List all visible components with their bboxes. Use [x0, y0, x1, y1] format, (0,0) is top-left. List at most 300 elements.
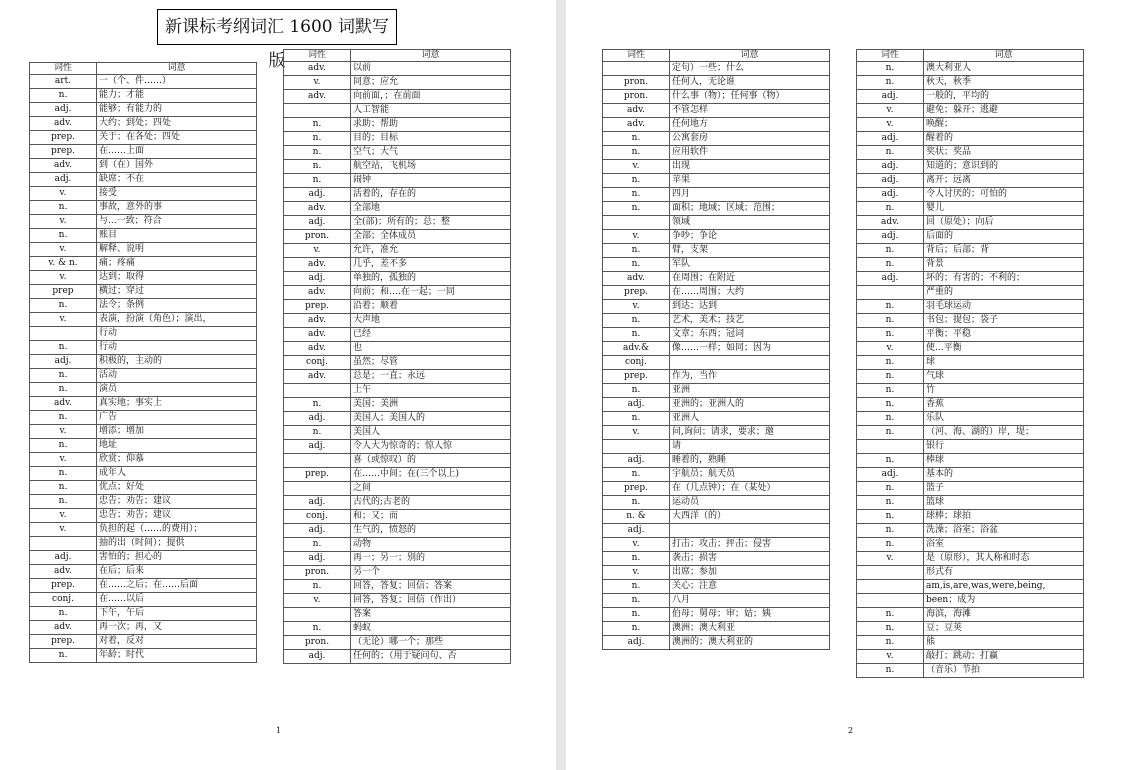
meaning-cell: 关于；在各处；四处: [97, 131, 257, 145]
part-of-speech-cell: adv.: [857, 216, 924, 230]
meaning-cell: 全(部)；所有的；总；整: [351, 216, 511, 230]
part-of-speech-cell: art.: [30, 75, 97, 89]
meaning-cell: 打击；攻击；抨击；侵害: [670, 538, 830, 552]
meaning-cell: 行动: [97, 341, 257, 355]
part-of-speech-cell: prep.: [284, 300, 351, 314]
part-of-speech-cell: n.: [603, 468, 670, 482]
part-of-speech-cell: [30, 327, 97, 341]
table-row: [603, 216, 830, 230]
table-row: [857, 538, 1084, 552]
part-of-speech-cell: n.: [603, 188, 670, 202]
meaning-cell: 出现: [670, 160, 830, 174]
part-of-speech-cell: adj.: [30, 103, 97, 117]
meaning-cell: （河、海、湖的）岸，堤；: [924, 426, 1084, 440]
table-row: [857, 510, 1084, 524]
meaning-cell: 法令；条例: [97, 299, 257, 313]
meaning-cell: 亚洲: [670, 384, 830, 398]
meaning-cell: 到达；达到: [670, 300, 830, 314]
part-of-speech-cell: [603, 216, 670, 230]
part-of-speech-cell: [857, 594, 924, 608]
part-of-speech-cell: v.: [857, 104, 924, 118]
part-of-speech-cell: [857, 286, 924, 300]
table-row: [30, 257, 257, 271]
table-row: [603, 90, 830, 104]
part-of-speech-cell: adj.: [30, 355, 97, 369]
meaning-cell: 关心；注意: [670, 580, 830, 594]
part-of-speech-cell: n.: [30, 495, 97, 509]
meaning-cell: 闹钟: [351, 174, 511, 188]
table-row: [857, 62, 1084, 76]
meaning-cell: 坏的；有害的；不利的；: [924, 272, 1084, 286]
table-row: [857, 132, 1084, 146]
table-row: [30, 383, 257, 397]
part-of-speech-cell: adj.: [857, 468, 924, 482]
part-of-speech-cell: conj.: [284, 510, 351, 524]
part-of-speech-cell: adj.: [857, 174, 924, 188]
meaning-cell: 广告: [97, 411, 257, 425]
table-row: [857, 412, 1084, 426]
table-row: [284, 160, 511, 174]
part-of-speech-cell: n.: [603, 496, 670, 510]
meaning-cell: 公寓套房: [670, 132, 830, 146]
table-row: [30, 411, 257, 425]
part-of-speech-cell: adj.: [284, 552, 351, 566]
table-row: [30, 75, 257, 89]
part-of-speech-cell: prep.: [603, 286, 670, 300]
table-row: [857, 300, 1084, 314]
meaning-cell: 对着，反对: [97, 635, 257, 649]
meaning-cell: （音乐）节拍: [924, 664, 1084, 678]
meaning-cell: 美国；美洲: [351, 398, 511, 412]
table-row: [30, 579, 257, 593]
table-row: [857, 174, 1084, 188]
part-of-speech-cell: conj.: [603, 356, 670, 370]
meaning-cell: 在后；后来: [97, 565, 257, 579]
part-of-speech-cell: n.: [857, 524, 924, 538]
meaning-cell: 在……周围；大约: [670, 286, 830, 300]
table-row: [30, 467, 257, 481]
part-of-speech-cell: v.: [603, 230, 670, 244]
table-row: [284, 118, 511, 132]
meaning-cell: am,is,are,was,were,being,: [924, 580, 1084, 594]
meaning-cell: 任何人，无论谁: [670, 76, 830, 90]
table-row: [30, 369, 257, 383]
table-row: [603, 118, 830, 132]
part-of-speech-cell: adv.: [603, 272, 670, 286]
meaning-cell: 全部；全体成员: [351, 230, 511, 244]
table-row: [603, 202, 830, 216]
table-row: [857, 650, 1084, 664]
meaning-cell: 银行: [924, 440, 1084, 454]
meaning-cell: 竹: [924, 384, 1084, 398]
part-of-speech-cell: [603, 62, 670, 76]
part-of-speech-cell: v.: [30, 509, 97, 523]
part-of-speech-cell: n.: [284, 146, 351, 160]
table-row: [857, 384, 1084, 398]
table-row: [603, 328, 830, 342]
table-row: [30, 117, 257, 131]
meaning-cell: 横过；穿过: [97, 285, 257, 299]
table-row: [284, 622, 511, 636]
part-of-speech-cell: adj.: [857, 188, 924, 202]
meaning-cell: 虽然；尽管: [351, 356, 511, 370]
meaning-cell: 年龄；时代: [97, 649, 257, 663]
table-row: [857, 552, 1084, 566]
meaning-cell: 知道的；意识到的: [924, 160, 1084, 174]
part-of-speech-cell: adj.: [284, 412, 351, 426]
meaning-cell: 忠告；劝告；建议: [97, 495, 257, 509]
meaning-cell: 领域: [670, 216, 830, 230]
part-of-speech-cell: n.: [857, 300, 924, 314]
table-row: [603, 398, 830, 412]
table-row: [284, 188, 511, 202]
table-row: [603, 188, 830, 202]
part-of-speech-cell: n.: [284, 426, 351, 440]
table-row: [603, 370, 830, 384]
part-of-speech-cell: n.: [857, 244, 924, 258]
part-of-speech-cell: n. &: [603, 510, 670, 524]
table-row: [284, 342, 511, 356]
table-row: [284, 90, 511, 104]
meaning-cell: 平衡；平稳: [924, 328, 1084, 342]
part-of-speech-cell: n.: [857, 496, 924, 510]
table-row: [603, 594, 830, 608]
table-row: [857, 566, 1084, 580]
part-of-speech-cell: conj.: [284, 356, 351, 370]
table-row: [603, 454, 830, 468]
meaning-cell: 像……一样；如同；因为: [670, 342, 830, 356]
meaning-cell: 四月: [670, 188, 830, 202]
part-of-speech-cell: adj.: [284, 272, 351, 286]
meaning-cell: 请: [670, 440, 830, 454]
part-of-speech-cell: adj.: [603, 524, 670, 538]
part-of-speech-cell: adv.&: [603, 342, 670, 356]
meaning-cell: 在（几点钟）；在（某处）: [670, 482, 830, 496]
meaning-cell: 已经: [351, 328, 511, 342]
table-row: [284, 482, 511, 496]
meaning-cell: 什么事（物）；任何事（物）: [670, 90, 830, 104]
part-of-speech-cell: adj.: [603, 398, 670, 412]
table-row: [603, 580, 830, 594]
meaning-cell: 令人大为惊奇的；惊人惊: [351, 440, 511, 454]
part-of-speech-cell: [857, 580, 924, 594]
table-row: [603, 496, 830, 510]
table-header: [30, 63, 257, 75]
meaning-header: 词意: [97, 63, 257, 75]
meaning-cell: [670, 524, 830, 538]
table-row: [603, 230, 830, 244]
part-of-speech-cell: n.: [603, 314, 670, 328]
part-of-speech-cell: adj.: [284, 524, 351, 538]
meaning-cell: 接受: [97, 187, 257, 201]
meaning-cell: 不管怎样: [670, 104, 830, 118]
pos-header: 词性: [857, 50, 924, 62]
part-of-speech-cell: adj.: [284, 650, 351, 664]
table-row: [284, 468, 511, 482]
document-page-2: [566, 0, 1122, 770]
part-of-speech-cell: adv.: [284, 314, 351, 328]
part-of-speech-cell: prep.: [603, 482, 670, 496]
meaning-cell: 美国人: [351, 426, 511, 440]
table-row: [30, 649, 257, 663]
meaning-cell: 洗澡；浴室；浴盆: [924, 524, 1084, 538]
meaning-cell: 球: [924, 356, 1084, 370]
document-page-1: [0, 0, 556, 770]
meaning-cell: 在……上面: [97, 145, 257, 159]
meaning-cell: 单独的，孤独的: [351, 272, 511, 286]
meaning-cell: 回答，答复；回信；答案: [351, 580, 511, 594]
part-of-speech-cell: v.: [30, 425, 97, 439]
part-of-speech-cell: v.: [30, 271, 97, 285]
part-of-speech-cell: n.: [857, 356, 924, 370]
table-row: [284, 174, 511, 188]
meaning-cell: 抽的出（时间）；提供: [97, 537, 257, 551]
meaning-cell: 运动员: [670, 496, 830, 510]
part-of-speech-cell: v.: [284, 76, 351, 90]
meaning-cell: 负担的起（……的费用）；: [97, 523, 257, 537]
part-of-speech-cell: n.: [857, 622, 924, 636]
pos-header: 词性: [284, 50, 351, 62]
table-row: [284, 650, 511, 664]
meaning-cell: 全部地: [351, 202, 511, 216]
table-row: [857, 580, 1084, 594]
part-of-speech-cell: n.: [857, 426, 924, 440]
table-row: [857, 622, 1084, 636]
table-row: [30, 481, 257, 495]
part-of-speech-cell: n.: [603, 146, 670, 160]
meaning-cell: 一般的，平均的: [924, 90, 1084, 104]
meaning-cell: [670, 356, 830, 370]
table-row: [603, 510, 830, 524]
table-row: [857, 524, 1084, 538]
part-of-speech-cell: prep.: [284, 468, 351, 482]
table-row: [603, 482, 830, 496]
table-row: [30, 593, 257, 607]
part-of-speech-cell: n.: [857, 636, 924, 650]
part-of-speech-cell: n.: [603, 594, 670, 608]
table-row: [284, 328, 511, 342]
meaning-cell: 痛；疼痛: [97, 257, 257, 271]
table-row: [30, 495, 257, 509]
table-row: [30, 173, 257, 187]
meaning-cell: 在……以后: [97, 593, 257, 607]
meaning-header: 词意: [351, 50, 511, 62]
table-row: [857, 398, 1084, 412]
part-of-speech-cell: v.: [603, 566, 670, 580]
part-of-speech-cell: v.: [857, 342, 924, 356]
table-row: [603, 258, 830, 272]
part-of-speech-cell: pron.: [603, 76, 670, 90]
table-row: [603, 76, 830, 90]
part-of-speech-cell: adv.: [30, 621, 97, 635]
part-of-speech-cell: adv.: [284, 202, 351, 216]
table-row: [857, 76, 1084, 90]
meaning-cell: 敲打；跳动；打赢: [924, 650, 1084, 664]
table-row: [857, 146, 1084, 160]
table-row: [30, 509, 257, 523]
part-of-speech-cell: adj.: [284, 216, 351, 230]
meaning-cell: 使...平衡: [924, 342, 1084, 356]
part-of-speech-cell: conj.: [30, 593, 97, 607]
part-of-speech-cell: n.: [857, 370, 924, 384]
part-of-speech-cell: n.: [284, 174, 351, 188]
meaning-cell: 人工智能: [351, 104, 511, 118]
meaning-cell: 几乎，差不多: [351, 258, 511, 272]
table-row: [284, 104, 511, 118]
table-row: [603, 356, 830, 370]
meaning-cell: 蚂蚁: [351, 622, 511, 636]
part-of-speech-cell: n.: [857, 258, 924, 272]
meaning-cell: 和；又；而: [351, 510, 511, 524]
meaning-cell: 篮子: [924, 482, 1084, 496]
table-row: [30, 201, 257, 215]
table-row: [857, 482, 1084, 496]
table-row: [30, 145, 257, 159]
table-row: [30, 551, 257, 565]
table-row: [284, 286, 511, 300]
part-of-speech-cell: adj.: [857, 90, 924, 104]
part-of-speech-cell: adv.: [284, 62, 351, 76]
meaning-cell: 表演，扮演（角色）；演出，: [97, 313, 257, 327]
table-row: [857, 468, 1084, 482]
meaning-cell: 睡着的，熟睡: [670, 454, 830, 468]
table-row: [284, 510, 511, 524]
table-row: [857, 160, 1084, 174]
meaning-cell: 到（在）国外: [97, 159, 257, 173]
vocab-table-4: [856, 49, 1084, 678]
part-of-speech-cell: n.: [30, 299, 97, 313]
pos-header: 词性: [30, 63, 97, 75]
table-row: [284, 76, 511, 90]
part-of-speech-cell: [284, 482, 351, 496]
part-of-speech-cell: n.: [30, 369, 97, 383]
part-of-speech-cell: n.: [857, 76, 924, 90]
part-of-speech-cell: adv.: [284, 90, 351, 104]
part-of-speech-cell: n.: [30, 439, 97, 453]
table-row: [284, 300, 511, 314]
part-of-speech-cell: adv.: [603, 118, 670, 132]
table-row: [857, 664, 1084, 678]
meaning-cell: 宇航员；航天员: [670, 468, 830, 482]
meaning-cell: 允许，准允: [351, 244, 511, 258]
table-row: [284, 608, 511, 622]
part-of-speech-cell: pron.: [284, 566, 351, 580]
meaning-header: 词意: [670, 50, 830, 62]
meaning-cell: 军队: [670, 258, 830, 272]
part-of-speech-cell: n.: [603, 608, 670, 622]
part-of-speech-cell: pron.: [284, 230, 351, 244]
meaning-cell: 香蕉: [924, 398, 1084, 412]
table-row: [857, 188, 1084, 202]
table-row: [857, 230, 1084, 244]
meaning-cell: 上午: [351, 384, 511, 398]
part-of-speech-cell: n.: [603, 412, 670, 426]
table-row: [603, 244, 830, 258]
meaning-cell: 达到；取得: [97, 271, 257, 285]
meaning-cell: 篮球: [924, 496, 1084, 510]
table-row: [603, 300, 830, 314]
part-of-speech-cell: [857, 566, 924, 580]
meaning-cell: 再一；另一；别的: [351, 552, 511, 566]
table-row: [603, 272, 830, 286]
table-row: [284, 412, 511, 426]
meaning-cell: 欣赏；仰慕: [97, 453, 257, 467]
table-row: [603, 174, 830, 188]
part-of-speech-cell: adv.: [30, 397, 97, 411]
meaning-cell: 忠告；劝告；建议: [97, 509, 257, 523]
part-of-speech-cell: n.: [284, 538, 351, 552]
table-row: [284, 524, 511, 538]
table-row: [284, 636, 511, 650]
table-row: [603, 468, 830, 482]
meaning-cell: 基本的: [924, 468, 1084, 482]
table-row: [603, 62, 830, 76]
table-header: [284, 50, 511, 62]
part-of-speech-cell: n.: [857, 314, 924, 328]
meaning-cell: 增添；增加: [97, 425, 257, 439]
meaning-cell: 澳洲的；澳大利亚的: [670, 636, 830, 650]
meaning-cell: 气球: [924, 370, 1084, 384]
table-row: [857, 454, 1084, 468]
meaning-cell: 活着的，存在的: [351, 188, 511, 202]
table-row: [284, 426, 511, 440]
meaning-cell: 能够；有能力的: [97, 103, 257, 117]
part-of-speech-cell: v.: [30, 453, 97, 467]
part-of-speech-cell: v.: [30, 523, 97, 537]
part-of-speech-cell: prep.: [603, 370, 670, 384]
part-of-speech-cell: n.: [603, 244, 670, 258]
part-of-speech-cell: n.: [603, 328, 670, 342]
meaning-cell: 乐队: [924, 412, 1084, 426]
part-of-speech-cell: prep.: [30, 145, 97, 159]
meaning-cell: 害怕的；担心的: [97, 551, 257, 565]
table-row: [857, 496, 1084, 510]
document-title: 新课标考纲词汇 1600 词默写版: [157, 9, 397, 45]
table-row: [857, 594, 1084, 608]
table-row: [30, 341, 257, 355]
meaning-cell: 古代的;古老的: [351, 496, 511, 510]
part-of-speech-cell: adj.: [30, 551, 97, 565]
table-row: [857, 636, 1084, 650]
table-row: [284, 230, 511, 244]
meaning-cell: 羽毛球运动: [924, 300, 1084, 314]
meaning-cell: 活动: [97, 369, 257, 383]
meaning-cell: 奖状；奖品: [924, 146, 1084, 160]
table-row: [857, 342, 1084, 356]
part-of-speech-cell: v.: [284, 244, 351, 258]
meaning-cell: 任何地方: [670, 118, 830, 132]
table-row: [30, 355, 257, 369]
meaning-cell: 解释、说明: [97, 243, 257, 257]
part-of-speech-cell: n.: [857, 384, 924, 398]
table-row: [603, 566, 830, 580]
table-row: [284, 566, 511, 580]
table-row: [284, 440, 511, 454]
part-of-speech-cell: adv.: [284, 258, 351, 272]
table-row: [857, 258, 1084, 272]
meaning-cell: 令人讨厌的；可怕的: [924, 188, 1084, 202]
meaning-cell: 账目: [97, 229, 257, 243]
table-row: [857, 314, 1084, 328]
part-of-speech-cell: v.: [603, 160, 670, 174]
part-of-speech-cell: n.: [857, 454, 924, 468]
part-of-speech-cell: adj.: [284, 496, 351, 510]
table-row: [857, 608, 1084, 622]
table-row: [30, 229, 257, 243]
meaning-cell: 航空站，飞机场: [351, 160, 511, 174]
part-of-speech-cell: n.: [603, 622, 670, 636]
meaning-cell: 袭击；损害: [670, 552, 830, 566]
